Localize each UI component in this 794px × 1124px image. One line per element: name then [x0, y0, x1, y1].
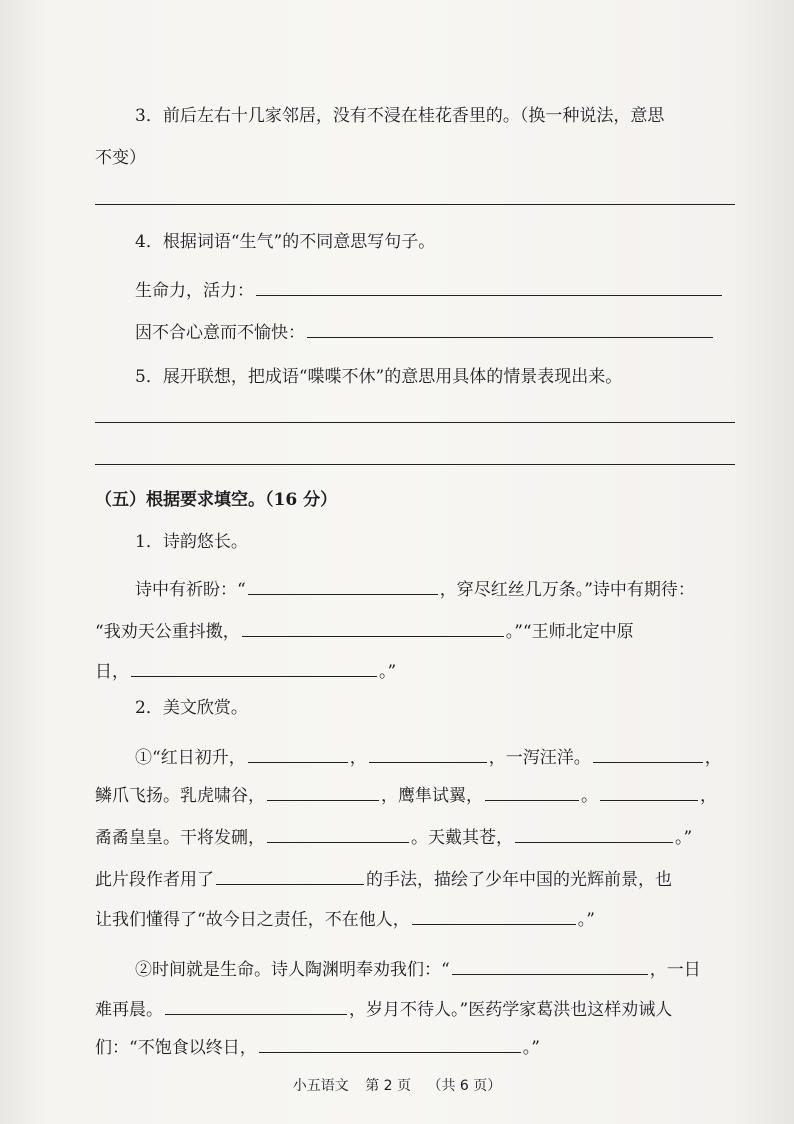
q4-title: 4．根据词语“生气”的不同意思写句子。: [135, 232, 436, 252]
p2-line5: [95, 904, 595, 932]
p2-line4: [95, 864, 672, 892]
p2-blank-4[interactable]: [267, 780, 379, 801]
p2-l6-text-b: ，一日: [649, 960, 701, 980]
p2-blank-10[interactable]: [412, 904, 576, 925]
q4-b-label: 因不合心意而不愉快：: [135, 323, 305, 343]
p2-blank-5[interactable]: [485, 780, 579, 801]
footer-subject: 小五语文: [292, 1078, 349, 1094]
p1-l3-text-a: 日，: [95, 662, 129, 682]
p2-l7-text-a: 难再晨。: [95, 1000, 163, 1020]
p2-line6: [135, 954, 701, 982]
p1-blank-3[interactable]: [131, 656, 377, 677]
p1-l1-text-b: ，穿尽红丝几万条。”诗中有期待：: [439, 580, 695, 600]
p2-blank-8[interactable]: [515, 822, 673, 843]
q3-line2: 不变）: [95, 148, 146, 168]
p2-l1-text-a: ①“红日初升，: [135, 748, 246, 768]
p2-l1-text-d: ，: [704, 748, 722, 768]
p2-l6-text-a: ②时间就是生命。诗人陶渊明奉劝我们：“: [135, 960, 450, 980]
p2-l7-text-b: ，岁月不待人。”医药学家葛洪也这样劝诫人: [349, 1000, 673, 1020]
p1-l3-text-b: 。”: [379, 662, 397, 682]
q5-answer-line-2[interactable]: [95, 464, 735, 465]
p2-blank-3[interactable]: [593, 742, 703, 763]
p2-line2: [95, 780, 717, 808]
p1-l2-text-a: “我劝天公重抖擞，: [95, 622, 240, 642]
p2-blank-11[interactable]: [452, 954, 648, 975]
page-footer: [0, 1076, 794, 1096]
footer-total: （共 6 页）: [427, 1078, 502, 1094]
p1-line3: [95, 656, 396, 684]
section5-title: （五）根据要求填空。（16 分）: [95, 490, 338, 510]
p2-l3-text-c: 。”: [675, 828, 693, 848]
p2-line1: [135, 742, 722, 770]
p2-l2-text-b: ，鹰隼试翼，: [381, 786, 483, 806]
p1-l2-text-b: 。”“王师北定中原: [505, 622, 634, 642]
p1-line1: [135, 574, 695, 602]
q5-answer-line-1[interactable]: [95, 422, 735, 423]
p1-title: 1．诗韵悠长。: [135, 532, 248, 552]
footer-page: 第 2 页: [365, 1078, 411, 1094]
p2-l4-text-a: 此片段作者用了: [95, 870, 214, 890]
p2-l2-text-c: 。: [581, 786, 598, 806]
q5-title: 5．展开联想，把成语“喋喋不休”的意思用具体的情景表现出来。: [135, 367, 623, 387]
q4-a-row: [135, 275, 724, 303]
q4-b-row: [135, 317, 715, 345]
p2-blank-2[interactable]: [369, 742, 487, 763]
p2-blank-6[interactable]: [600, 780, 698, 801]
p2-l1-text-c: ，一泻汪洋。: [488, 748, 591, 768]
q3-answer-line[interactable]: [95, 204, 735, 205]
p2-line8: [95, 1032, 540, 1060]
p1-blank-2[interactable]: [242, 616, 504, 637]
p2-l2-text-a: 鳞爪飞扬。乳虎啸谷，: [95, 786, 265, 806]
q3-line1: 3．前后左右十几家邻居，没有不浸在桂花香里的。（换一种说法，意思: [135, 106, 665, 126]
p2-l3-text-a: 矞矞皇皇。干将发硎，: [95, 828, 265, 848]
p2-line3: [95, 822, 692, 850]
p2-l5-text-a: 让我们懂得了“故今日之责任，不在他人，: [95, 910, 410, 930]
p1-line2: [95, 616, 634, 644]
p2-title: 2．美文欣赏。: [135, 698, 248, 718]
p1-blank-1[interactable]: [248, 574, 438, 595]
p2-blank-7[interactable]: [267, 822, 409, 843]
p2-blank-13[interactable]: [259, 1032, 521, 1053]
p2-l5-text-b: 。”: [577, 910, 595, 930]
p2-l4-text-b: 的手法，描绘了少年中国的光辉前景，也: [366, 870, 672, 890]
p1-l1-text-a: 诗中有祈盼：“: [135, 580, 246, 600]
p2-l3-text-b: 。天戴其苍，: [411, 828, 513, 848]
p2-l1-text-b: ，: [349, 748, 367, 768]
p2-blank-9[interactable]: [216, 864, 364, 885]
q4-b-blank[interactable]: [307, 317, 713, 338]
p2-blank-12[interactable]: [165, 994, 347, 1015]
p2-l8-text-a: 们：“不饱食以终日，: [95, 1038, 257, 1058]
p2-line7: [95, 994, 672, 1022]
p2-blank-1[interactable]: [248, 742, 348, 763]
q4-a-blank[interactable]: [256, 275, 722, 296]
p2-l2-text-d: ，: [700, 786, 717, 806]
q4-a-label: 生命力，活力：: [135, 281, 254, 301]
p2-l8-text-b: 。”: [522, 1038, 540, 1058]
